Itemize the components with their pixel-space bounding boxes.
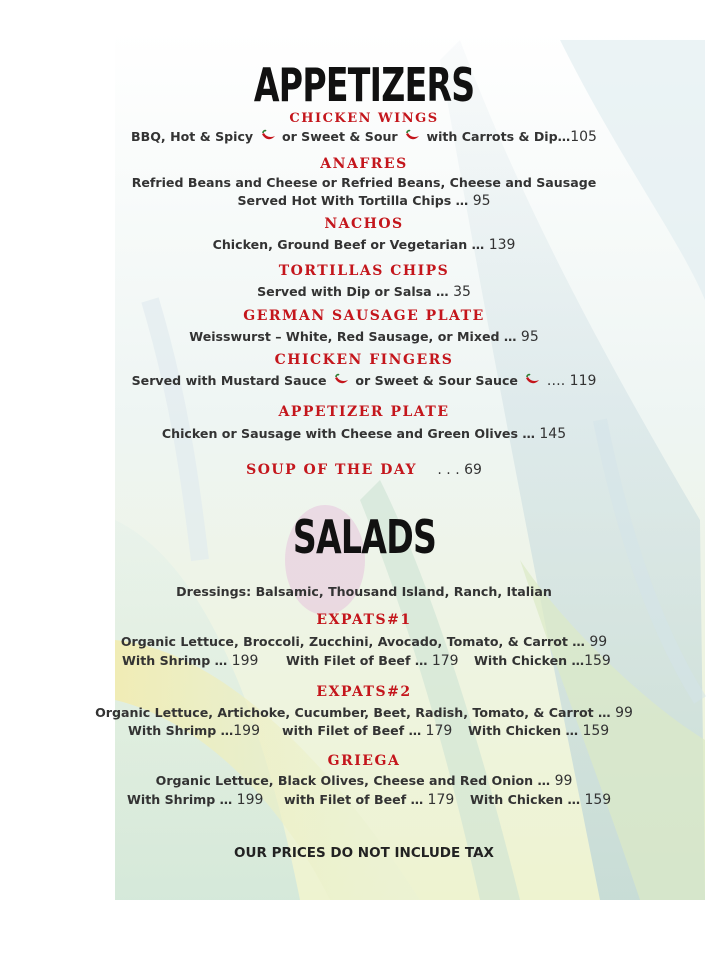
expats1-title: EXPATS#1 xyxy=(316,612,412,628)
griega-title: GRIEGA xyxy=(327,753,401,769)
expats1-beef-price: 179 xyxy=(431,653,459,669)
expats1-price: 99 xyxy=(584,634,608,650)
expats2-price: 99 xyxy=(610,705,633,721)
appetizers-heading: APPETIZERS xyxy=(253,58,475,112)
chili-pepper-icon xyxy=(524,373,540,387)
nachos-line: Chicken, Ground Beef or Vegetarian … 139 xyxy=(212,237,516,253)
nachos-price: 139 xyxy=(484,237,516,253)
griega-line: Organic Lettuce, Black Olives, Cheese and Red Onion … 99 xyxy=(155,773,573,789)
expats2-chicken-label: With Chicken … xyxy=(468,723,583,738)
griega-chicken-label: With Chicken … xyxy=(470,792,585,807)
appetizer-plate-line: Chicken or Sausage with Cheese and Green Olives … 145 xyxy=(161,426,567,442)
german-sausage-line: Weisswurst – White, Red Sausage, or Mixed … 95 xyxy=(189,329,539,345)
chicken-wings-title: CHICKEN WINGS xyxy=(289,111,439,126)
anafres-title: ANAFRES xyxy=(320,156,408,172)
salads-heading: SALADS xyxy=(292,510,436,564)
expats1-line: Organic Lettuce, Broccoli, Zucchini, Avocado, Tomato, & Carrot … 99 xyxy=(120,634,608,650)
chili-pepper-icon xyxy=(404,129,420,143)
chicken-wings-price: 105 xyxy=(570,129,597,145)
tortillas-title: TORTILLAS CHIPS xyxy=(278,263,450,279)
expats1-chicken-price: 159 xyxy=(584,653,611,669)
anafres-line-1: Refried Beans and Cheese or Refried Beans, Cheese and Sausage xyxy=(131,175,597,190)
tax-notice: OUR PRICES DO NOT INCLUDE TAX xyxy=(234,845,494,861)
appetizer-plate-price: 145 xyxy=(534,426,567,442)
chili-pepper-icon xyxy=(260,129,276,143)
appetizer-plate-title: APPETIZER PLATE xyxy=(278,404,450,420)
expats2-chicken-price: 159 xyxy=(582,723,610,739)
nachos-title: NACHOS xyxy=(324,216,404,232)
anafres-line-2: Served Hot With Tortilla Chips … 95 xyxy=(237,193,491,209)
expats2-line: Organic Lettuce, Artichoke, Cucumber, Beet, Radish, Tomato, & Carrot … 99 xyxy=(95,705,633,721)
expats1-shrimp-label: With Shrimp … xyxy=(122,653,232,668)
chicken-fingers-price: …. 119 xyxy=(546,373,597,389)
expats1-shrimp-price: 199 xyxy=(231,653,259,669)
expats2-title: EXPATS#2 xyxy=(316,684,412,700)
expats2-beef-price: 179 xyxy=(425,723,453,739)
expats2-shrimp-price: 199 xyxy=(233,723,260,739)
griega-chicken-price: 159 xyxy=(584,792,612,808)
griega-shrimp-price: 199 xyxy=(236,792,264,808)
griega-beef-label: with Filet of Beef … xyxy=(284,792,428,807)
anafres-price: 95 xyxy=(468,193,491,209)
tortillas-line: Served with Dip or Salsa … 35 xyxy=(257,284,471,300)
expats2-beef-label: with Filet of Beef … xyxy=(282,723,426,738)
expats1-chicken-label: With Chicken … xyxy=(474,653,585,668)
soup-price: . . . 69 xyxy=(437,462,482,478)
chicken-fingers-title: CHICKEN FINGERS xyxy=(274,352,454,368)
tortillas-price: 35 xyxy=(448,284,471,300)
griega-beef-price: 179 xyxy=(427,792,455,808)
dressings-line: Dressings: Balsamic, Thousand Island, Ranch, Italian xyxy=(176,584,552,599)
chicken-fingers-line: Served with Mustard Sauce or Sweet & Sour Sauce …. 119 xyxy=(131,373,597,389)
german-sausage-price: 95 xyxy=(516,329,539,345)
griega-price: 99 xyxy=(550,773,573,789)
expats1-beef-label: With Filet of Beef … xyxy=(286,653,432,668)
german-sausage-title: GERMAN SAUSAGE PLATE xyxy=(243,308,485,324)
chili-pepper-icon xyxy=(333,373,349,387)
chicken-wings-line: BBQ, Hot & Spicy or Sweet & Sour with Carrots & Dip…105 xyxy=(131,129,597,145)
soup-line xyxy=(0,462,728,478)
griega-shrimp-label: With Shrimp … xyxy=(127,792,237,807)
soup-title: SOUP OF THE DAY xyxy=(246,462,417,478)
expats2-shrimp-label: With Shrimp … xyxy=(128,723,234,738)
